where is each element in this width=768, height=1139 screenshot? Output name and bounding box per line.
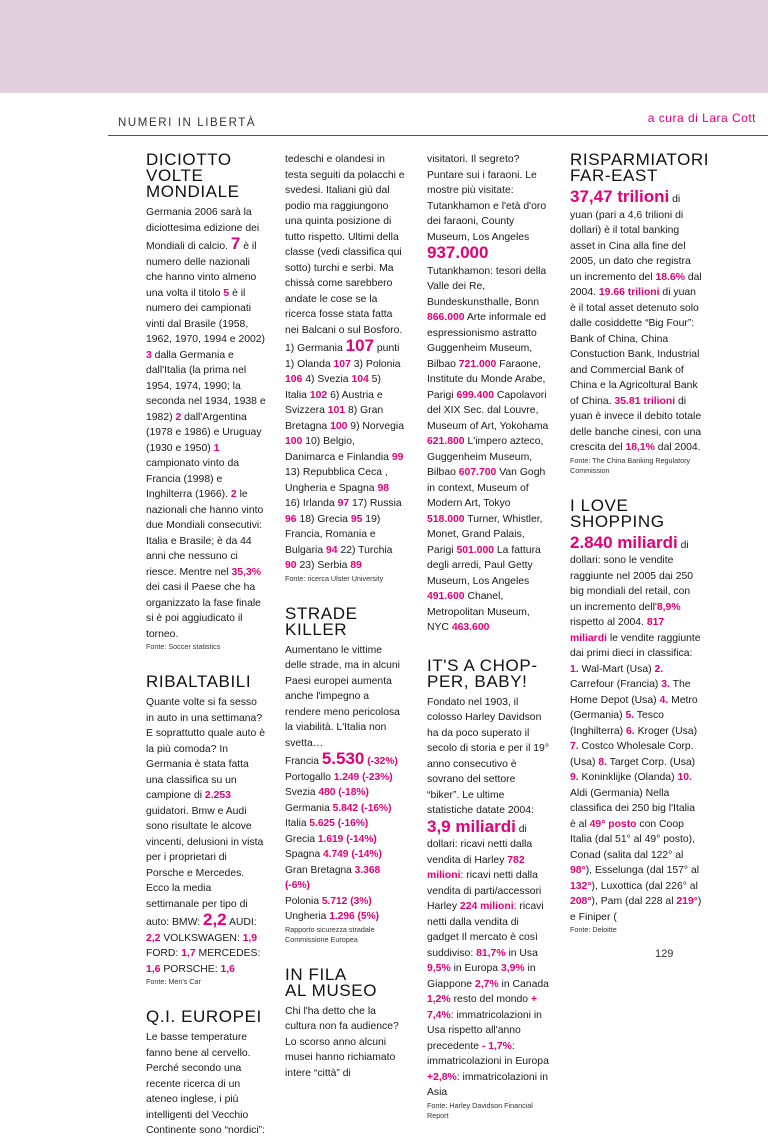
list-item: Spagna 4.749 (-14%) bbox=[285, 849, 382, 860]
list-item: Germania 5.842 (-16%) bbox=[285, 802, 392, 814]
source-note: Fonte: Deloitte bbox=[570, 925, 617, 934]
curator-credit: a cura di Lara Cott bbox=[647, 111, 756, 125]
article-title: IN FILA AL MUSEO bbox=[285, 964, 378, 1000]
article-body: Fondato nel 1903, il colosso Harley Davidson ha da poco superato il secolo di storia e per il 19° anno consecutivo è sovrano del settore “biker”. Le ultime statistiche datate 2004: 3,9 miliardi di dollari: ricavi netti dalla vendita di Harley 782 milioni: ricavi netti dalla vendita di parti/accessori Harley 224 milioni: ricavi netti dalla vendita di gadget Il mercato è così suddiviso: 81,7% in Usa 9,5% in Europa 3,9% in Giappone 2,7% in Canada 1,2% resto del mondo + 7,4%: immatricolazioni in Usa rispetto all'anno precedente - 1,7%: immatricolazioni in Europa +2,8%: immatricolazioni in Asia bbox=[427, 696, 549, 1098]
source-note: Fonte: Harley Davidson Financial Report bbox=[427, 1100, 533, 1120]
article-title: RIBALTABILI bbox=[146, 672, 252, 691]
page-number: 129 bbox=[655, 948, 674, 960]
list-item: Svezia 480 (-18%) bbox=[285, 787, 369, 798]
column-2 bbox=[285, 152, 405, 1081]
list-item: Portogallo 1.249 (-23%) bbox=[285, 771, 393, 783]
article-title: STRADE KILLER bbox=[285, 603, 358, 639]
list-item: Italia 5.625 (-16%) bbox=[285, 818, 369, 829]
article-body: 2.840 miliardi di dollari: sono le vendite raggiunte nel 2005 dai 250 big mondiali del retail, con un incremento dell'8,9% rispetto al 2004. 817 miliardi le vendite raggiunte dai primi dieci in classifica: 1. Wal-Mart (Usa) 2. Carrefour (Francia) 3. The Home Depot (Usa) 4. Metro (Germania) 5. Tesco (Inghilterra) 6. Kroger (Usa) 7. Costco Wholesale Corp. (Usa) 8. Target Corp. (Usa) 9. Koninklijke (Olanda) 10. Aldi (Germania) Nella classifica dei 250 big l'Italia è al 49° posto con Coop Italia (dal 51° al 49° posto), Conad (salita dal 122° al 98°), Esselunga (dal 157° al 132°), Luxottica (dal 226° al 208°), Pam (dal 228 al 219°) e Finiper ( bbox=[570, 532, 702, 923]
article-title: RISPARMIATORI FAR-EAST bbox=[570, 150, 710, 185]
list-item: Polonia 5.712 (3%) bbox=[285, 895, 372, 907]
list-item: Ungheria 1.296 (5%) bbox=[285, 911, 380, 922]
article-body: Germania 2006 sarà la diciottesima edizione dei Mondiali di calcio. 7 è il numero delle nazionali che hanno vinto almeno una volta il titolo 5 è il numero dei campionati vinti dal Brasile (1958, 1962, 1970, 1994 e 2002) 3 dalla Germania e dall'Italia (la prima nel 1954, 1974, 1990; la seconda nel 1934, 1938 e 1982) 2 dall'Argentina (1978 e 1986) e Uruguay (1930 e 1950) 1 campionato vinto da Francia (1998) e Inghilterra (1966). 2 le nazionali che hanno vinto due Mondiali consecutivi: Italia e Brasile; è da 44 anni che nessuno ci riesce. Mentre nel 35,3% dei casi il Paese che ha organizzato la fase finale si è poi aggiudicato il torneo. bbox=[146, 207, 266, 640]
section-label: NUMERI IN LIBERTÀ bbox=[118, 117, 257, 129]
article-body: Aumentano le vittime delle strade, ma in alcuni Paesi europei aumenta anche l'impegno a rendere meno pericolosa la viabilità. L'Italia non svetta… bbox=[285, 644, 400, 749]
column-3 bbox=[427, 152, 550, 1121]
source-note: Fonte: The China Banking Regulatory Commission bbox=[570, 455, 691, 475]
article-title: Q.I. EUROPEI bbox=[146, 1007, 262, 1026]
article-body: Quante volte si fa sesso in auto in una settimana? E soprattutto quale auto è la più comoda? In Germania è stata fatta una classifica su un campione di 2.253 guidatori. Bmw e Audi sono risultate le alcove vincenti, delusioni in vista per i proprietari di Porsche e Mercedes. Ecco la media settimanale per tipo di auto: BMW: 2,2 AUDI: 2,2 VOLKSWAGEN: 1,9 FORD: 1,7 MERCEDES: 1,6 PORSCHE: 1,6 bbox=[146, 697, 266, 975]
list-item: Francia 5.530 (-32%) bbox=[285, 749, 398, 768]
article-title: IT'S A CHOP- PER, BABY! bbox=[427, 655, 538, 691]
road-deaths-list bbox=[285, 751, 405, 925]
top-color-band bbox=[0, 0, 768, 93]
header-rule bbox=[108, 135, 768, 136]
source-note: Fonte: ricerca Ulster University bbox=[285, 573, 384, 583]
article-title: DICIOTTO VOLTE MONDIALE bbox=[146, 150, 240, 201]
article-title: I LOVE SHOPPING bbox=[570, 495, 665, 531]
article-body: Le basse temperature fanno bene al cervello. Perché secondo una recente ricerca di un ateneo inglese, i più intelligenti del Vecchio Continente sono “nordici”: bbox=[146, 1032, 265, 1136]
article-body: tedeschi e olandesi in testa seguiti da polacchi e svedesi. Italiani giù dal podio ma raggiungono una quinta posizione di tutto rispetto. Ultimi della classe (vedi classifica qui sotto) turchi e serbi. Ma chissà come sarebbero andate le cose se la ricerca fosse stata fatta nei Balcani o sul Bosforo. 1) Germania 107 punti 1) Olanda 107 3) Polonia 106 4) Svezia 104 5) Italia 102 6) Austria e Svizzera 101 8) Gran Bretagna 100 9) Norvegia 100 10) Belgio, Danimarca e Finlandia 99 13) Repubblica Ceca , Ungheria e Spagna 98 16) Irlanda 97 17) Russia 96 18) Grecia 95 19) Francia, Romania e Bulgaria 94 22) Turchia 90 23) Serbia 89 bbox=[285, 154, 405, 571]
list-item: Gran Bretagna 3.368 (-6%) bbox=[285, 864, 381, 891]
source-note: Rapporto sicurezza stradale Commissione Europea bbox=[285, 924, 375, 944]
column-4 bbox=[570, 150, 710, 935]
article-body: visitatori. Il segreto? Puntare sui i faraoni. Le mostre più visitate: Tutankhamon e l'età d'oro dei faraoni, County Museum, Los Angeles 937.000 Tutankhamon: tesori della Valle dei Re, Bundeskunsthalle, Bonn 866.000 Arte informale ed espressionismo astratto Guggenheim Museum, Bilbao 721.000 Faraone, Institute du Monde Arabe, Parigi 699.400 Capolavori del XIX Sec. dal Louvre, Museum of Art, Yokohama 621.800 L'impero azteco, Guggenheim Museum, Bilbao 607.700 Van Gogh in context, Museum of Modern Art, Tokyo 518.000 Turner, Whistler, Monet, Grand Palais, Parigi 501.000 La fattura degli arredi, Paul Getty Museum, Los Angeles 491.600 Chanel, Metropolitan Museum, NYC 463.600 bbox=[427, 154, 549, 633]
source-note: Fonte: Soccer statistics bbox=[146, 642, 221, 651]
list-item: Grecia 1.619 (-14%) bbox=[285, 833, 377, 845]
source-note: Fonte: Men's Car bbox=[146, 977, 201, 986]
column-1 bbox=[146, 152, 266, 1139]
article-body: Chi l'ha detto che la cultura non fa audience? Lo scorso anno alcuni musei hanno richiamato intere “città” di bbox=[285, 1005, 399, 1079]
article-body: 37,47 trilioni di yuan (pari a 4,6 trilioni di dollari) è il total banking asset in Cina alla fine del 2005, un dato che registra un incremento del 18.6% dal 2004. 19.66 trilioni di yuan è il total asset detenuto solo dalle cosiddette “Big Four”: Bank of China, China Constuction Bank, Industrial and Commercial Bank of China e la Agricoltural Bank of China. 35.81 trilioni di yuan è invece il debito totale delle banche cinesi, con una crescita del 18,1% dal 2004. bbox=[570, 187, 702, 453]
